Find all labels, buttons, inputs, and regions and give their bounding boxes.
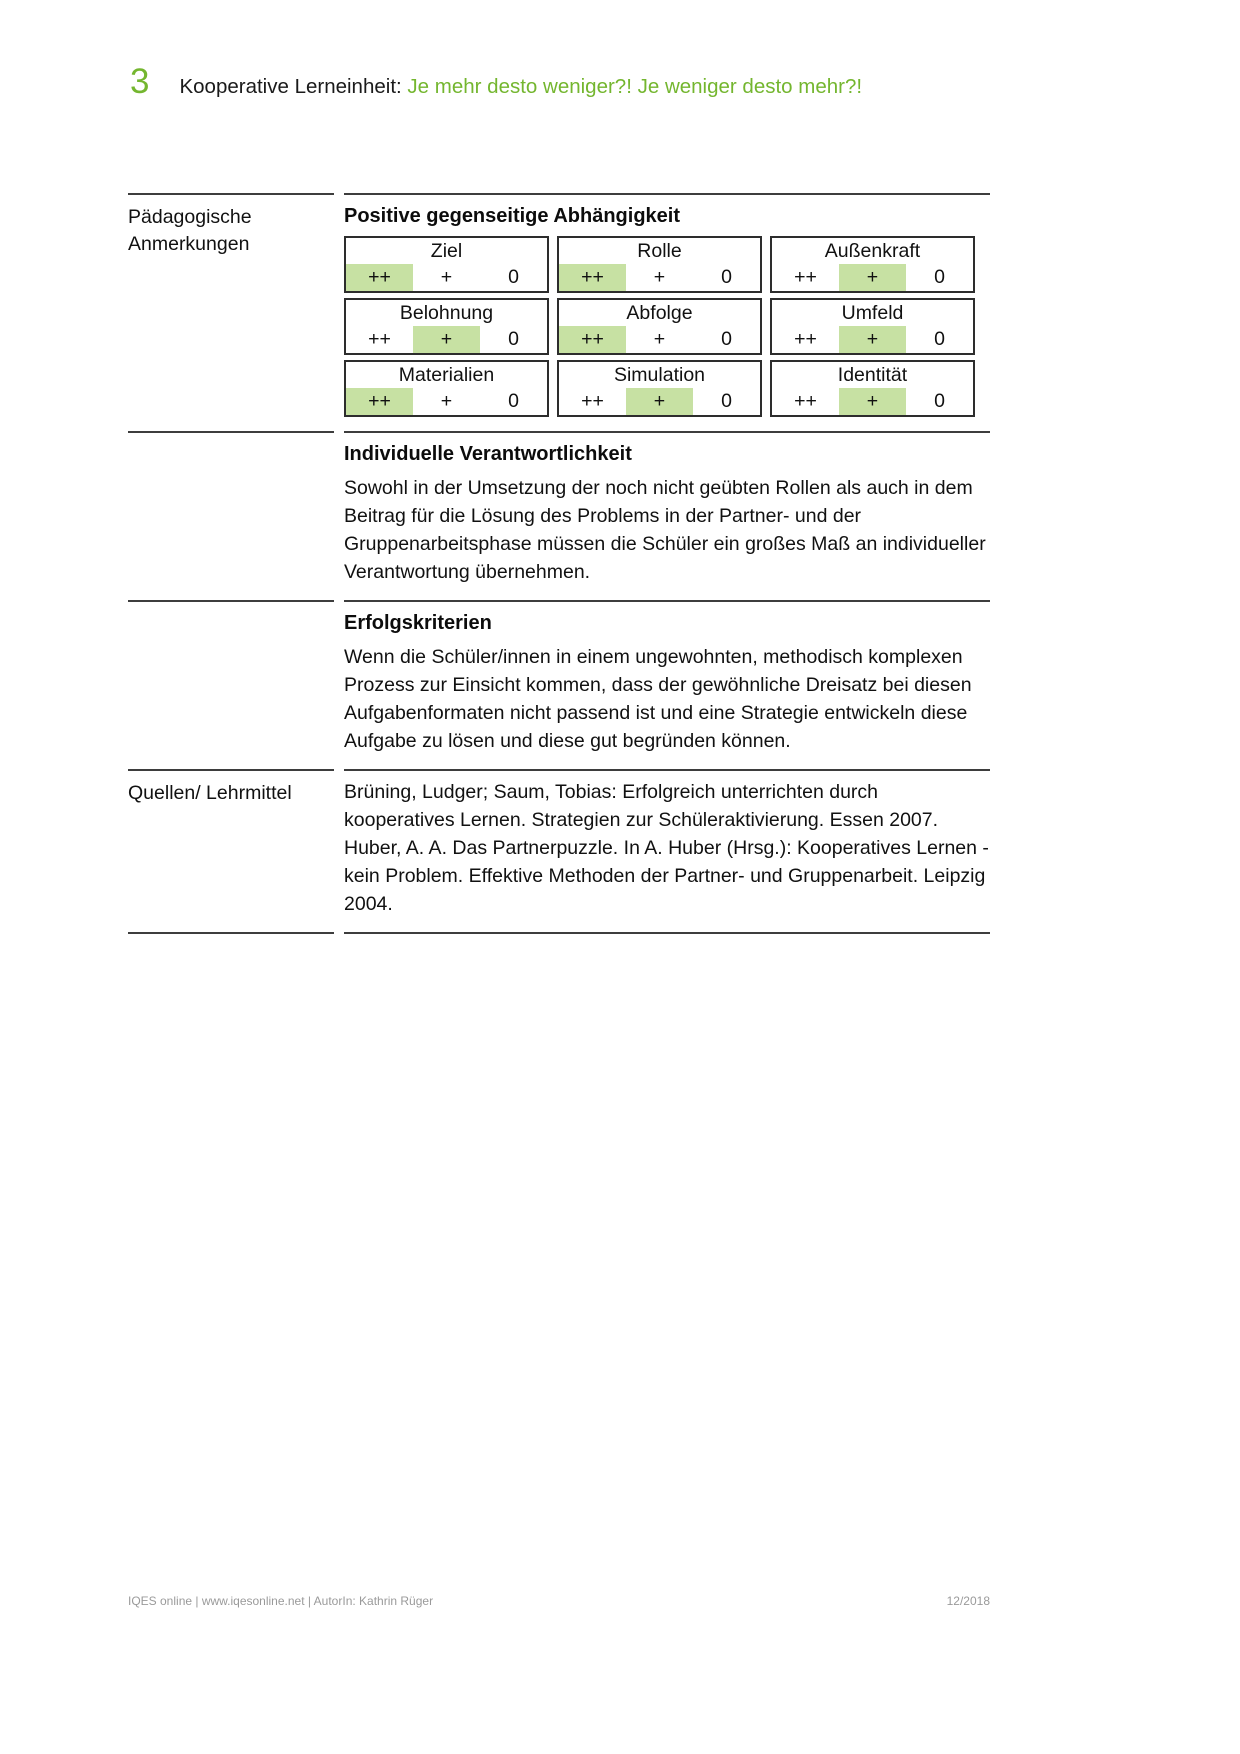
- row-body-individuelle-verantwortlichkeit: [344, 431, 990, 600]
- dependency-option-selected: +: [839, 264, 906, 291]
- dependency-option: 0: [934, 390, 945, 412]
- page-footer: [128, 1594, 990, 1608]
- dependency-option-selected: +: [839, 326, 906, 353]
- dependency-box-title: Simulation: [613, 364, 706, 386]
- dependency-box-title: Belohnung: [399, 302, 494, 324]
- dependency-box-identität: [770, 360, 975, 417]
- dependency-box-title: Abfolge: [626, 302, 693, 324]
- dependency-box-belohnung: [344, 298, 549, 355]
- footer-source: IQES online | www.iqesonline.net | AutorIn: Kathrin Rüger: [128, 1594, 434, 1608]
- page-title: [179, 75, 862, 99]
- section-heading-erfolgskriterien: Erfolgskriterien: [344, 612, 492, 634]
- dependency-box-außenkraft: [770, 236, 975, 293]
- section-text-individuelle-verantwortlichkeit: Sowohl in der Umsetzung der noch nicht geübten Rollen als auch in dem Beitrag für die Lösung des Problems in der Partner- und der Gruppenarbeitsphase müssen die Schüler ein großes Maß an individueller Verantwortung übernehmen.: [344, 477, 986, 583]
- row-individuelle-verantwortlichkeit: [128, 431, 990, 600]
- dependency-option: 0: [508, 266, 519, 288]
- dependency-option-selected: ++: [346, 388, 413, 415]
- dependency-option: ++: [368, 328, 391, 350]
- dependency-option: +: [653, 328, 666, 350]
- dependency-option: 0: [721, 328, 732, 350]
- row-label-quellen-lehrmittel: Quellen/ Lehrmittel: [128, 769, 334, 932]
- dependency-box-title: Rolle: [637, 240, 682, 262]
- row-quellen-lehrmittel: [128, 769, 990, 932]
- dependency-box-rolle: [557, 236, 762, 293]
- dependency-option: 0: [721, 390, 732, 412]
- section-text-quellen-lehrmittel: Brüning, Ludger; Saum, Tobias: Erfolgreich unterrichten durch kooperatives Lernen. Strategien zur Schüleraktivierung. Essen 2007. Huber, A. A. Das Partnerpuzzle. In A. Huber (Hrsg.): Kooperatives Lernen - kein Problem. Effektive Methoden der Partner- und Gruppenarbeit. Leipzig 2004.: [344, 781, 989, 915]
- footer-date: 12/2018: [946, 1594, 990, 1608]
- dependency-option: +: [653, 266, 666, 288]
- dependency-box-values: [772, 264, 973, 291]
- dependency-box-values: [346, 326, 547, 353]
- dependency-option-selected: ++: [559, 326, 626, 353]
- dependency-box-values: [346, 388, 547, 415]
- table-bottom-border: [128, 932, 990, 934]
- dependency-box-title: Materialien: [398, 364, 495, 386]
- row-label-empty-2: [128, 600, 334, 769]
- page-title-subtitle: Je mehr desto weniger?! Je weniger desto mehr?!: [407, 75, 863, 98]
- dependency-box-ziel: [344, 236, 549, 293]
- dependency-box-values: [559, 264, 760, 291]
- dependency-box-umfeld: [770, 298, 975, 355]
- dependency-option-selected: +: [413, 326, 480, 353]
- dependency-box-title: Ziel: [430, 240, 463, 262]
- dependency-option: 0: [721, 266, 732, 288]
- row-body-quellen-lehrmittel: [344, 769, 990, 932]
- dependency-option: ++: [794, 328, 817, 350]
- row-label-paedagogische-anmerkungen: Pädagogische Anmerkungen: [128, 193, 334, 431]
- dependency-option: 0: [508, 390, 519, 412]
- section-text-erfolgskriterien: Wenn die Schüler/innen in einem ungewohnten, methodisch komplexen Prozess zur Einsicht kommen, dass der gewöhnliche Dreisatz bei diesen Aufgabenformaten nicht passend ist und eine Strategie entwickeln diese Aufgabe zu lösen und diese gut begründen können.: [344, 646, 972, 752]
- dependency-option-selected: ++: [559, 264, 626, 291]
- dependency-option-selected: +: [626, 388, 693, 415]
- row-body-erfolgskriterien: [344, 600, 990, 769]
- dependency-option-selected: +: [839, 388, 906, 415]
- dependency-box-values: [346, 264, 547, 291]
- dependency-box-abfolge: [557, 298, 762, 355]
- dependency-box-values: [772, 326, 973, 353]
- dependency-option: ++: [794, 390, 817, 412]
- dependency-option: +: [440, 266, 453, 288]
- dependency-option-selected: ++: [346, 264, 413, 291]
- page-header: [130, 64, 1110, 99]
- dependency-option: ++: [794, 266, 817, 288]
- dependency-box-values: [559, 388, 760, 415]
- dependency-option: 0: [508, 328, 519, 350]
- table-bottom-border-right: [344, 932, 990, 934]
- dependency-box-title: Außenkraft: [824, 240, 921, 262]
- dependency-box-materialien: [344, 360, 549, 417]
- table-bottom-border-left: [128, 932, 334, 934]
- content-table: [128, 193, 990, 934]
- dependency-grid: [344, 236, 990, 417]
- dependency-option: 0: [934, 266, 945, 288]
- dependency-box-values: [559, 326, 760, 353]
- dependency-option: ++: [581, 390, 604, 412]
- dependency-box-title: Identität: [837, 364, 908, 386]
- section-heading-positive-abhaengigkeit: Positive gegenseitige Abhängigkeit: [344, 205, 680, 227]
- row-body-positive-abhaengigkeit: [344, 193, 990, 431]
- dependency-option: 0: [934, 328, 945, 350]
- page-number: 3: [130, 62, 150, 101]
- page-title-main: Kooperative Lerneinheit:: [179, 75, 402, 98]
- row-erfolgskriterien: [128, 600, 990, 769]
- dependency-box-simulation: [557, 360, 762, 417]
- dependency-box-title: Umfeld: [841, 302, 904, 324]
- dependency-option: +: [440, 390, 453, 412]
- dependency-box-values: [772, 388, 973, 415]
- row-paedagogische-anmerkungen: [128, 193, 990, 431]
- section-heading-individuelle-verantwortlichkeit: Individuelle Verantwortlichkeit: [344, 443, 632, 465]
- row-label-empty-1: [128, 431, 334, 600]
